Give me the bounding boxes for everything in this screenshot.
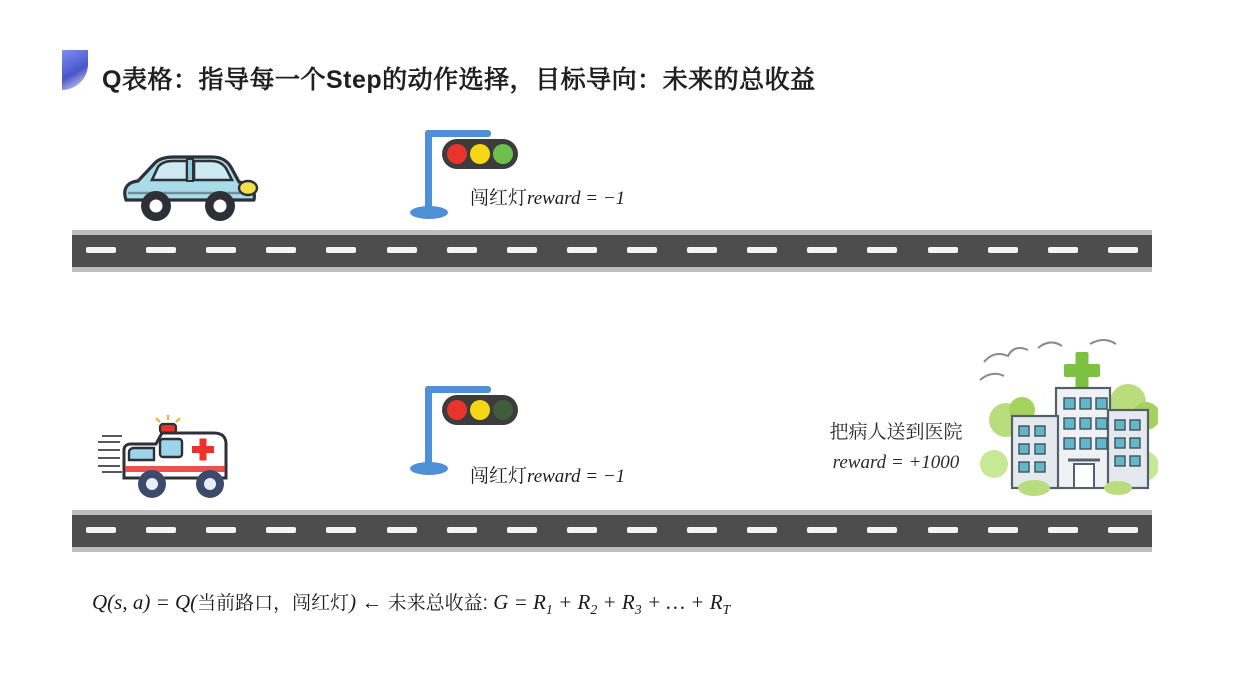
quarter-circle-bullet-icon (62, 50, 88, 90)
caption-red-light-reward-bottom (470, 461, 625, 488)
caption-prefix: 闯红灯 (470, 466, 528, 487)
blue-car-icon (108, 148, 268, 228)
road-lane-dashes (72, 247, 1152, 253)
formula-future-return-label: 未来总收益: (387, 593, 488, 614)
lamp-yellow-icon (470, 144, 490, 164)
q-value-formula (92, 588, 730, 618)
caption-red-light-reward-top (470, 183, 625, 210)
road-curb-top (72, 230, 1152, 235)
traffic-light-base (410, 462, 448, 475)
caption-hospital-reward (806, 418, 986, 478)
hospital-caption-line1: 把病人送到医院 (829, 422, 963, 443)
road-lane-dashes (72, 527, 1152, 533)
formula-lhs: Q(s, a) = Q( (92, 590, 198, 614)
caption-formula: reward = −1 (527, 466, 626, 487)
caption-formula: reward = −1 (527, 188, 626, 209)
road-curb-bottom (72, 267, 1152, 272)
caption-prefix: 闯红灯 (470, 188, 528, 209)
formula-rhs: $G = R_1 + R_2 + R_3$ + … + $R_T$ (493, 590, 731, 618)
road-bottom (72, 510, 1152, 552)
ambulance-icon (96, 408, 256, 508)
formula-state-label: 当前路口，闯红灯 (197, 593, 350, 614)
traffic-light-arm (425, 130, 491, 137)
hospital-icon (978, 336, 1158, 512)
traffic-light-housing (442, 395, 518, 425)
road-curb-top (72, 510, 1152, 515)
hospital-caption-line2: reward = +1000 (832, 452, 960, 473)
traffic-light-pole (425, 386, 432, 468)
traffic-light-housing (442, 139, 518, 169)
lamp-red-icon (447, 144, 467, 164)
traffic-light-arm (425, 386, 491, 393)
lamp-yellow-icon (470, 400, 490, 420)
lamp-green-icon (493, 144, 513, 164)
traffic-light-base (410, 206, 448, 219)
traffic-light-icon (412, 126, 522, 236)
road-curb-bottom (72, 547, 1152, 552)
road-top (72, 230, 1152, 272)
lamp-green-off-icon (493, 400, 513, 420)
traffic-light-pole (425, 130, 432, 212)
lamp-red-icon (447, 400, 467, 420)
formula-mid: ) ← (349, 590, 383, 614)
page-title: Q表格：指导每一个Step的动作选择，目标导向：未来的总收益 (102, 66, 816, 94)
